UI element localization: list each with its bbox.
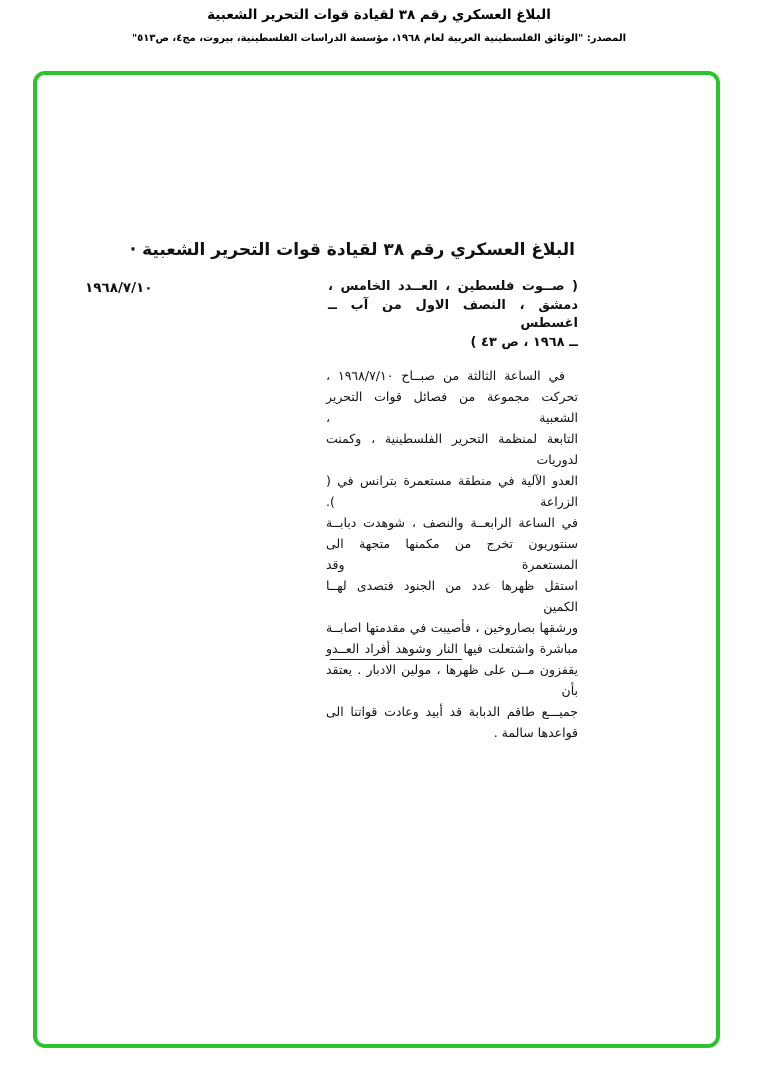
body-line: العدو الآلية في منطقة مستعمرة بترانس في ( الزراعة ).	[326, 473, 578, 509]
body-line: يقفزون مــن على ظهرها ، مولين الادبار . يعتقد بأن	[326, 662, 578, 698]
page-header	[0, 0, 758, 46]
body-line: سنتوريون تخرج من مكمنها متجهة الى المستعمرة وقد	[326, 536, 578, 572]
citation-line: دمشق ، النصف الاول من آب ــ اغسطس	[328, 297, 578, 331]
page-title: البلاغ العسكري رقم ٣٨ لقيادة قوات التحرير الشعبية	[207, 7, 551, 23]
body-line: التابعة لمنظمة التحرير الفلسطينية ، وكمنت لدوريات	[326, 431, 578, 467]
body-line: استقل ظهرها عدد من الجنود فتصدى لهــا الكمين	[326, 578, 578, 614]
source-line: المصدر: "الوثائق الفلسطينية العربية لعام ١٩٦٨، مؤسسة الدراسات الفلسطينية، بيروت، مج٤، ص٥١٣"	[131, 33, 627, 44]
body-line: في الساعة الرابعــة والنصف ، شوهدت دبابــة	[326, 515, 578, 530]
end-divider	[330, 659, 462, 660]
document-frame	[33, 71, 720, 1048]
body-line: تحركت مجموعة من فصائل قوات التحرير الشعبية ،	[326, 389, 578, 425]
citation-line: ( صــوت فلسطين ، العــدد الخامس ،	[328, 279, 578, 294]
document-title: البلاغ العسكري رقم ٣٨ لقيادة قوات التحرير الشعبية ·	[129, 240, 575, 260]
body-line: ورشقها بصاروخين ، فأصيبت في مقدمتها اصابــة	[326, 620, 578, 635]
body-line: جميـــع طاقم الدبابة قد أبيد وعادت قواتنا الى	[326, 704, 578, 719]
body-line: في الساعة الثالثة من صبــاح ١٩٦٨/٧/١٠ ،	[326, 368, 565, 383]
document-body	[326, 365, 578, 743]
citation-block	[328, 278, 578, 352]
body-line: قواعدها سالمة .	[493, 725, 578, 740]
body-line: مباشرة واشتعلت فيها النار وشوهد أفراد العــدو	[326, 641, 578, 656]
document-date: ١٩٦٨/٧/١٠	[85, 280, 153, 296]
document-content	[37, 75, 716, 1044]
citation-line: ــ ١٩٦٨ ، ص ٤٣ )	[470, 334, 578, 350]
